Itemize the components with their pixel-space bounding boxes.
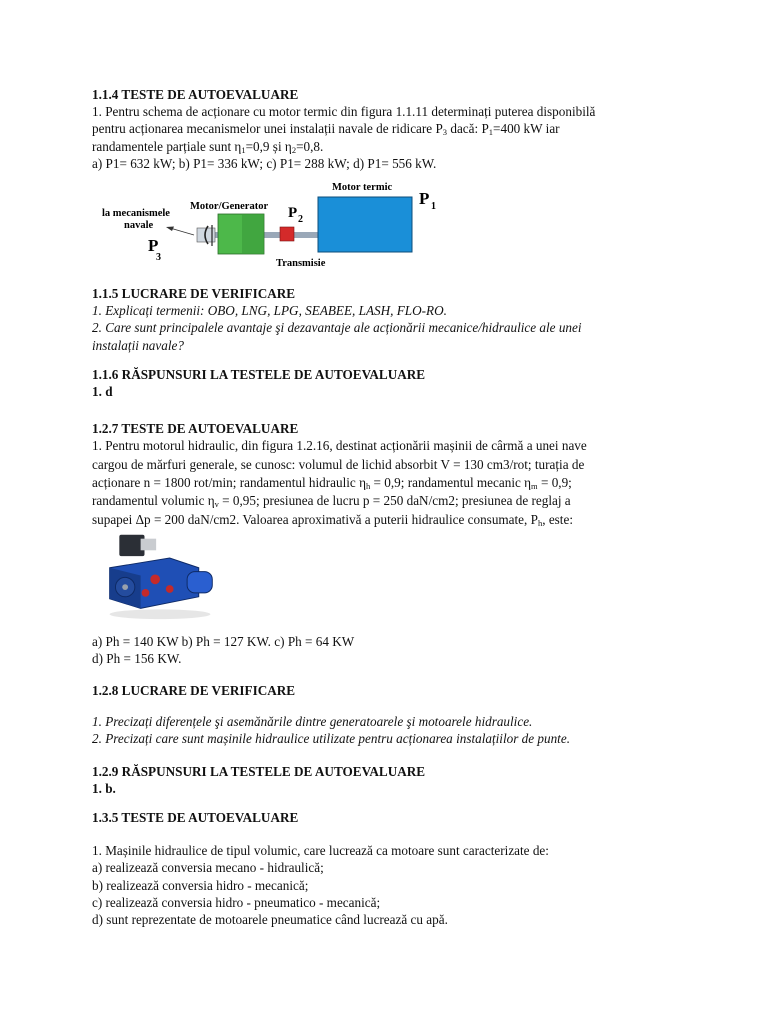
item-2-line-1: 2. Care sunt principalele avantaje şi dezavantaje ale acționării mecanice/hidraulice ale unei bbox=[92, 320, 582, 336]
answers-1-2-7-line-2: d) Ph = 156 KW. bbox=[92, 651, 182, 667]
image-shadow bbox=[110, 609, 211, 619]
sub-h: h bbox=[365, 481, 371, 492]
q-line-2b: dacă: P bbox=[447, 121, 489, 137]
shaft-end bbox=[122, 584, 128, 590]
sub-h2: h bbox=[537, 517, 543, 528]
item-1-2-8-2: 2. Precizați care sunt mașinile hidraulice utilizate pentru acționarea instalațiilor de punte. bbox=[92, 731, 570, 747]
label-mecanisme-1: la mecanismele bbox=[102, 208, 170, 219]
port-cap-3 bbox=[142, 589, 150, 597]
label-p3: P bbox=[148, 236, 159, 255]
label-motor-termic: Motor termic bbox=[332, 182, 393, 193]
q127-line-5c: , este: bbox=[542, 511, 573, 527]
section-1-2-7 bbox=[92, 420, 692, 529]
answers-1-2-7-line-1: a) Ph = 140 KW b) Ph = 127 KW. c) Ph = 64 KW bbox=[92, 634, 355, 649]
q127-line-1: 1. Pentru motorul hidraulic, din figura 1.2.16, destinat acționării mașinii de cârmă a unei nave bbox=[92, 438, 587, 454]
heading-1-1-6: 1.1.6 RĂSPUNSURI LA TESTELE DE AUTOEVALUARE bbox=[92, 367, 426, 382]
q-line-2a: pentru acționarea mecanismelor unei instalații navale de ridicare P bbox=[92, 121, 443, 137]
answers-1-2-7 bbox=[92, 633, 692, 667]
q127-line-5a: supapei Δp = 200 daN/cm2. Valoarea aproximativă a puterii hidraulice consumate, P bbox=[92, 511, 538, 527]
sub-v: v bbox=[214, 499, 219, 510]
q127-line-4a: randamentul volumic η bbox=[92, 493, 215, 509]
q127-line-3e: = 0,9; bbox=[537, 475, 572, 491]
section-1-3-5 bbox=[92, 809, 692, 928]
q-line-3b: =0,9 și η bbox=[245, 138, 292, 154]
hydraulic-motor-image bbox=[100, 529, 220, 621]
label-p3-sub: 3 bbox=[156, 252, 161, 263]
heading-1-1-5: 1.1.5 LUCRARE DE VERIFICARE bbox=[92, 286, 296, 301]
answers-line: a) P1= 632 kW; b) P1= 336 kW; c) P1= 288 kW; d) P1= 556 kW. bbox=[92, 155, 437, 171]
gear-pump bbox=[187, 572, 212, 593]
section-1-2-8 bbox=[92, 682, 692, 748]
option-b: b) realizează conversia hidro - mecanică; bbox=[92, 877, 309, 893]
q127-line-4c: = 0,95; presiunea de lucru p = 250 daN/cm2; presiunea de reglaj a bbox=[218, 493, 571, 509]
heading-1-1-4: 1.1.4 TESTE DE AUTOEVALUARE bbox=[92, 87, 299, 102]
section-1-1-5 bbox=[92, 285, 692, 354]
label-p1: P bbox=[419, 189, 430, 208]
answer-1-1-6: 1. d bbox=[92, 384, 113, 400]
port-cap-2 bbox=[166, 585, 174, 593]
label-p2-sub: 2 bbox=[298, 214, 303, 225]
q-line-3c: =0,8. bbox=[296, 138, 324, 154]
transmisie-block bbox=[280, 227, 294, 241]
q127-line-3a: acționare n = 1800 rot/min; randamentul hidraulic η bbox=[92, 475, 366, 491]
sub-m: m bbox=[531, 481, 538, 492]
heading-1-2-7: 1.2.7 TESTE DE AUTOEVALUARE bbox=[92, 421, 299, 436]
q-line-2c: =400 kW iar bbox=[493, 121, 560, 137]
q127-line-3c: = 0,9; randamentul mecanic η bbox=[370, 475, 532, 491]
option-c: c) realizează conversia hidro - pneumatico - mecanică; bbox=[92, 894, 381, 910]
section-1-2-9 bbox=[92, 763, 692, 797]
item-2-line-2: instalații navale? bbox=[92, 337, 184, 353]
question-1-1-4: 1. Pentru schema de acționare cu motor termic din figura 1.1.11 determinați puterea disponibilă pentru acționarea mecanismelor unei instalații navale de ridicare $P_3$ dacă: $P_1=400$ kW iar randamentele parțiale sunt $\eta_1=0,9$ și $\eta_2=0,8$. a) P1= 632 kW; b) P1= 336 kW; c) P1= 288 kW; d) P1= 556 kW. bbox=[92, 104, 596, 171]
heading-1-2-9: 1.2.9 RĂSPUNSURI LA TESTELE DE AUTOEVALUARE bbox=[92, 764, 426, 779]
arrow-head bbox=[166, 227, 174, 232]
option-a: a) realizează conversia mecano - hidraulică; bbox=[92, 860, 324, 876]
heading-1-3-5: 1.3.5 TESTE DE AUTOEVALUARE bbox=[92, 810, 299, 825]
motor-termic-block bbox=[318, 197, 412, 252]
valve-fitting bbox=[141, 539, 156, 551]
section-1-1-4 bbox=[92, 86, 692, 172]
section-1-1-6 bbox=[92, 366, 692, 400]
port-cap-1 bbox=[150, 575, 160, 585]
item-1-1-5-1: 1. Explicați termenii: OBO, LNG, LPG, SEABEE, LASH, FLO-RO. bbox=[92, 303, 447, 319]
question-1-3-5: 1. Mașinile hidraulice de tipul volumic, care lucrează ca motoare sunt caracterizate de: bbox=[92, 843, 549, 859]
item-1-2-8-1: 1. Precizați diferențele şi asemănările dintre generatoarele şi motoarele hidraulice. bbox=[92, 714, 533, 730]
drive-scheme-figure bbox=[92, 178, 452, 278]
item-1-1-5-2 bbox=[92, 319, 692, 353]
label-mecanisme-2: navale bbox=[124, 220, 154, 231]
output-arrow bbox=[170, 228, 194, 235]
heading-1-2-8: 1.2.8 LUCRARE DE VERIFICARE bbox=[92, 683, 296, 698]
label-p1-sub: 1 bbox=[431, 201, 436, 212]
label-motor-generator: Motor/Generator bbox=[190, 201, 269, 212]
q-line-1: 1. Pentru schema de acționare cu motor termic din figura 1.1.11 determinați puterea disponibilă bbox=[92, 104, 596, 120]
option-d: d) sunt reprezentate de motoarele pneumatice când lucrează cu apă. bbox=[92, 912, 448, 928]
generator-shade bbox=[242, 214, 264, 254]
q-line-3a: randamentele parțiale sunt η bbox=[92, 138, 242, 154]
question-1-2-7 bbox=[92, 437, 692, 529]
answer-1-2-9: 1. b. bbox=[92, 781, 116, 797]
label-transmisie: Transmisie bbox=[276, 258, 326, 269]
label-p2: P bbox=[288, 205, 298, 221]
q127-line-2: cargou de mărfuri generale, se cunosc: volumul de lichid absorbit V = 130 cm3/rot; turația de bbox=[92, 456, 585, 472]
